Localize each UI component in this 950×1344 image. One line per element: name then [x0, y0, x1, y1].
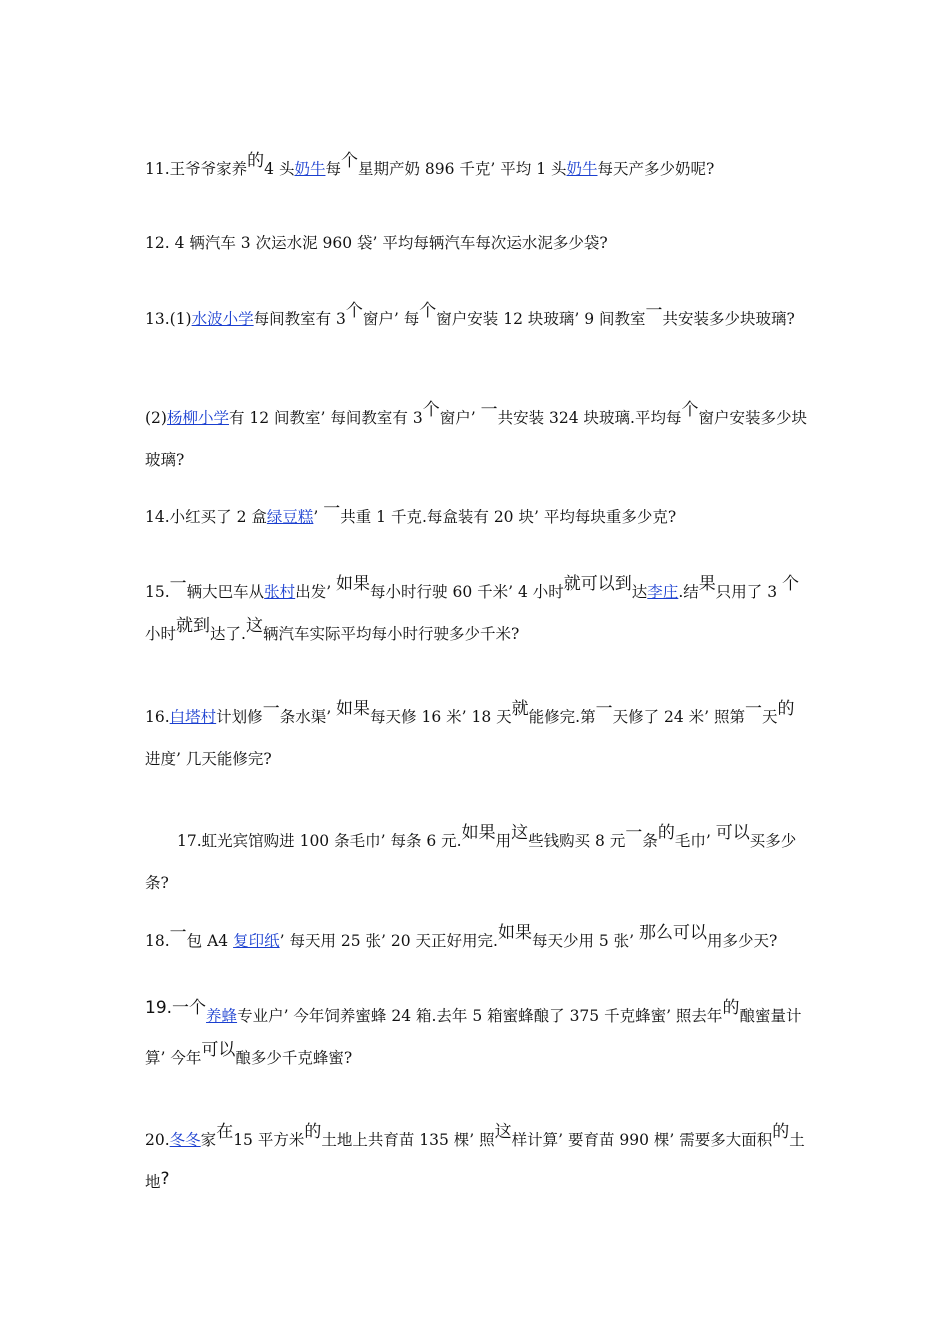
question-text: 专业户’ 今年饲养蜜蜂 24 箱.去年 5 箱蜜蜂酿了 375 千克蜂蜜’ 照去年	[237, 1007, 723, 1025]
question-text: 条	[642, 832, 658, 850]
question-mark: ?	[160, 1169, 170, 1189]
question-text: 每	[325, 160, 341, 178]
raised-glyph: 一	[625, 823, 643, 843]
term-link[interactable]: 李庄	[647, 583, 679, 601]
question-q14	[145, 496, 807, 538]
question-text: 用多少天?	[707, 932, 778, 950]
question-text: 达了.	[210, 625, 246, 643]
question-q15	[145, 571, 807, 655]
raised-glyph: 个	[422, 400, 440, 420]
term-link[interactable]: 水波小学	[191, 310, 254, 328]
question-text: 共安装多少块玻璃?	[662, 310, 795, 328]
question-text: 些钱购买 8 元	[528, 832, 626, 850]
question-text: 包 A4	[186, 932, 234, 950]
question-text: 星期产奶 896 千克’ 平均 1 头	[357, 160, 567, 178]
raised-glyph: 如果	[336, 699, 371, 719]
question-text: 4 头	[264, 160, 295, 178]
question-q16	[145, 696, 807, 780]
question-q20	[145, 1119, 807, 1203]
question-text: 辆汽车实际平均每小时行驶多少千米?	[262, 625, 520, 643]
raised-glyph: 可以	[715, 823, 750, 843]
question-text: 计划修	[216, 708, 263, 726]
question-text: 窗户安装多少块玻璃?	[145, 409, 807, 469]
term-link[interactable]: 养蜂	[206, 1007, 238, 1025]
term-link[interactable]: 奶牛	[294, 160, 326, 178]
question-text: 毛巾’	[674, 832, 716, 850]
question-text: ’	[313, 508, 324, 526]
question-text: 每小时行驶 60 千米’ 4 小时	[370, 583, 564, 601]
term-link[interactable]: 奶牛	[566, 160, 598, 178]
raised-glyph: 一	[480, 400, 498, 420]
question-text: 买多少条?	[145, 832, 797, 892]
question-text: 12. 4 辆汽车 3 次运水泥 960 袋’ 平均每辆汽车每次运水泥多少袋?	[145, 234, 608, 252]
question-text: 天	[762, 708, 778, 726]
raised-glyph: 的	[722, 998, 740, 1018]
question-text: 进度’ 几天能修完?	[145, 750, 272, 768]
term-link[interactable]: 复印纸	[233, 932, 280, 950]
raised-glyph: 的	[304, 1122, 322, 1142]
raised-glyph: 就	[511, 699, 529, 719]
raised-glyph: 一	[262, 699, 280, 719]
question-text: 出发’	[295, 583, 337, 601]
question-text: 每天产多少奶呢?	[597, 160, 715, 178]
raised-glyph: 一个	[172, 998, 207, 1018]
raised-glyph: 如果	[461, 823, 496, 843]
raised-glyph: 果	[698, 574, 716, 594]
question-text: 家	[200, 1131, 217, 1149]
question-text: 样计算’ 要育苗 990 棵’ 需要多大面积	[511, 1131, 773, 1149]
raised-glyph: 那么可以	[639, 923, 708, 943]
raised-glyph: 个	[781, 574, 799, 594]
question-text: 辆大巴车从	[186, 583, 265, 601]
question-q11	[145, 148, 807, 190]
question-q17	[145, 820, 807, 904]
question-text: 共安装 324 块玻璃.平均每	[497, 409, 682, 427]
question-text: 酿蜜量计算’ 今年	[145, 1007, 802, 1067]
raised-glyph: 一	[169, 923, 187, 943]
question-text: 共重 1 千克.每盒装有 20 块’ 平均每块重多少克?	[340, 508, 677, 526]
raised-glyph: 个	[681, 400, 699, 420]
question-q12	[145, 222, 807, 264]
term-link[interactable]: 绿豆糕	[266, 508, 314, 526]
question-text: 13.(1)	[145, 310, 192, 328]
question-text: 小时	[145, 625, 177, 643]
raised-glyph: 这	[245, 616, 263, 636]
raised-glyph: 一	[595, 699, 613, 719]
term-link[interactable]: 白塔村	[169, 708, 217, 726]
question-text: 用	[495, 832, 512, 850]
raised-glyph: 如果	[336, 574, 371, 594]
question-text: 18.	[145, 932, 170, 950]
raised-glyph: 个	[419, 301, 437, 321]
question-text: 每天少用 5 张’	[531, 932, 640, 950]
raised-glyph: 这	[494, 1122, 512, 1142]
question-text: 结	[683, 583, 699, 601]
question-text: 天修了 24 米’ 照第	[612, 708, 746, 726]
raised-glyph: 可以	[201, 1040, 236, 1060]
term-link[interactable]: 冬冬	[169, 1131, 201, 1149]
question-q19	[145, 995, 807, 1079]
question-q18	[145, 920, 807, 962]
question-text: 11.王爷爷家养	[145, 160, 248, 178]
raised-glyph: 一	[745, 699, 763, 719]
question-text: 20.	[145, 1131, 170, 1149]
question-text: 15.	[145, 583, 170, 601]
question-text: 能修完.第	[528, 708, 596, 726]
question-text: 每天修 16 米’ 18 天	[370, 708, 512, 726]
raised-glyph: 的	[657, 823, 675, 843]
raised-glyph: 一	[169, 574, 187, 594]
raised-glyph: 的	[772, 1122, 790, 1142]
raised-glyph: 19.	[145, 998, 173, 1018]
question-text: 窗户’ 每	[362, 310, 420, 328]
raised-glyph: 在	[216, 1122, 234, 1142]
question-text: (2)	[145, 409, 167, 427]
question-text: 只用了 3	[715, 583, 782, 601]
question-text: 窗户安装 12 块玻璃’ 9 间教室	[436, 310, 646, 328]
question-text: 窗户’	[439, 409, 481, 427]
raised-glyph: 就到	[176, 616, 211, 636]
question-text: .	[678, 583, 684, 601]
raised-glyph: 如果	[497, 923, 532, 943]
term-link[interactable]: 杨柳小学	[166, 409, 229, 427]
question-text: 土地	[145, 1131, 805, 1191]
question-text: 每间教室有 3	[253, 310, 346, 328]
raised-glyph: 一	[323, 499, 341, 519]
term-link[interactable]: 张村	[264, 583, 296, 601]
question-text: 有 12 间教室’ 每间教室有 3	[228, 409, 423, 427]
question-text: 土地上共育苗 135 棵’ 照	[321, 1131, 495, 1149]
raised-glyph: 的	[247, 151, 265, 171]
question-q13a	[145, 298, 807, 340]
raised-glyph: 这	[511, 823, 529, 843]
question-text: 16.	[145, 708, 170, 726]
question-q13b	[145, 397, 807, 481]
question-text: 14.小红买了 2 盒	[145, 508, 267, 526]
question-text: 达	[631, 583, 648, 601]
raised-glyph: 个	[340, 151, 358, 171]
raised-glyph: 一	[645, 301, 663, 321]
raised-glyph: 的	[777, 699, 795, 719]
question-text: 15 平方米	[233, 1131, 305, 1149]
question-text: ’ 每天用 25 张’ 20 天正好用完.	[279, 932, 498, 950]
raised-glyph: 个	[345, 301, 363, 321]
question-text: 17.虹光宾馆购进 100 条毛巾’ 每条 6 元.	[177, 832, 462, 850]
raised-glyph: 就可以到	[563, 574, 632, 594]
question-text: 酿多少千克蜂蜜?	[235, 1049, 353, 1067]
question-text: 条水渠’	[279, 708, 337, 726]
